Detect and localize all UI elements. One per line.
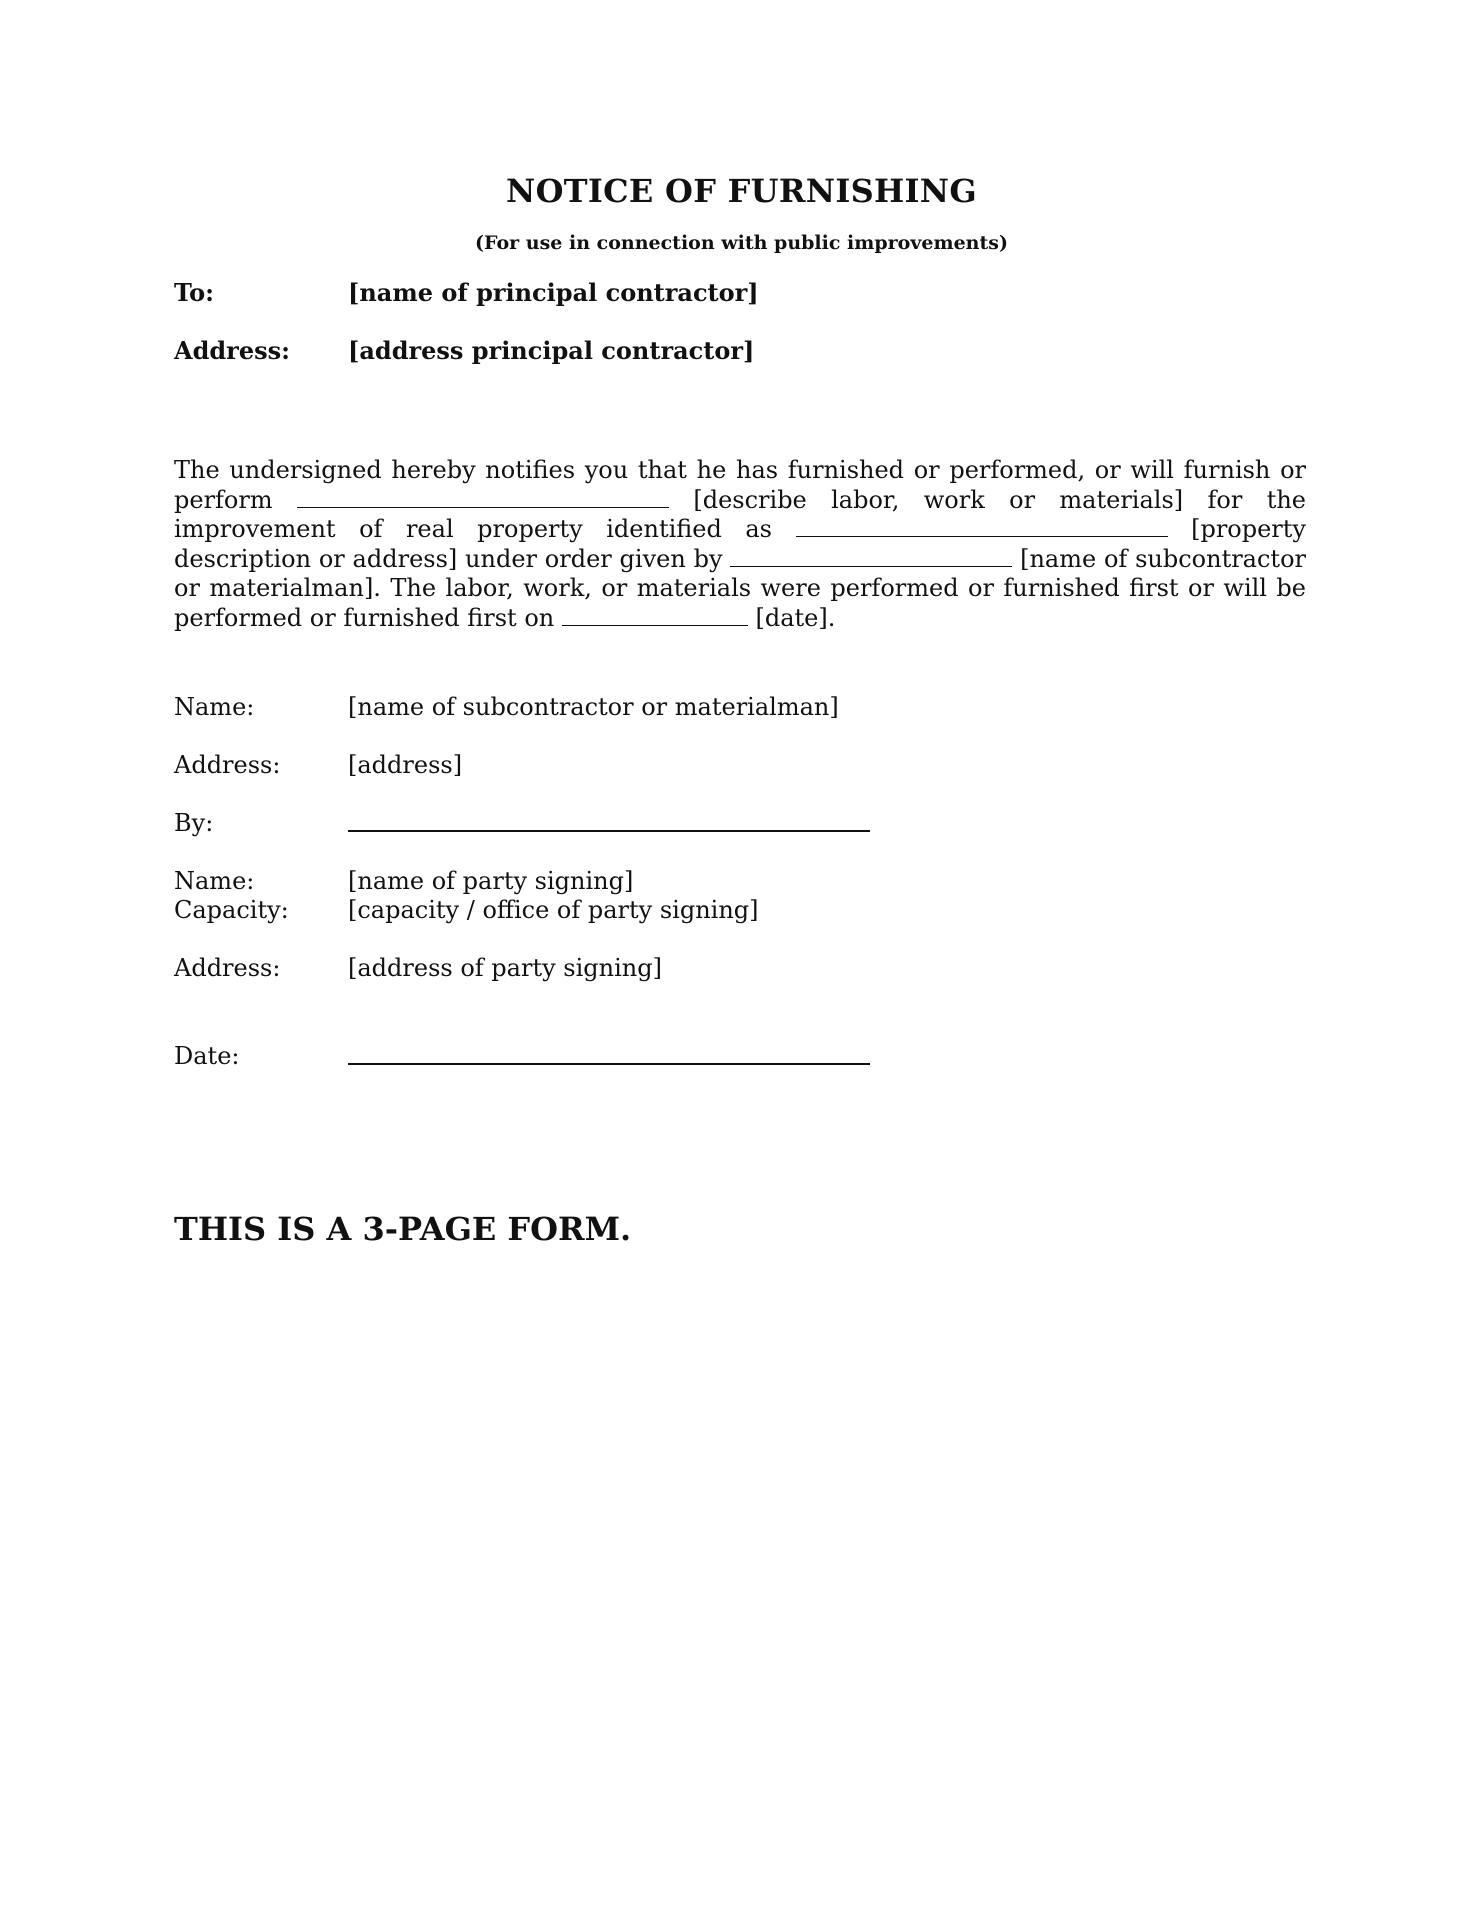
paragraph-text-3: [property description or address] under order given by [174,515,1306,573]
paragraph-text-2: [describe labor, work or materials] for the improvement of real property identified as [174,485,1306,543]
first-date-blank [562,605,748,626]
sender-name-label: Name: [174,693,255,721]
signer-capacity-label: Capacity: [174,896,289,924]
paragraph-text-5: [date]. [747,603,836,632]
by-label: By: [174,809,214,837]
paragraph-text-4: [name of subcontractor or materialman]. The labor, work, or materials were performed or furnished first or will be performed or furnished first on [174,544,1306,632]
property-blank [796,516,1168,537]
date-label: Date: [174,1042,240,1070]
recipient-address-value: [address principal contractor] [348,336,755,365]
sender-address-value: [address] [348,751,463,779]
by-signature-line [348,830,870,832]
recipient-address-label: Address: [174,336,290,365]
to-value: [name of principal contractor] [348,278,759,307]
to-label: To: [174,278,214,307]
document-title: NOTICE OF FURNISHING [506,172,977,210]
sender-address-label: Address: [174,751,281,779]
signer-name-value: [name of party signing] [348,867,634,895]
signer-capacity-value: [capacity / office of party signing] [348,896,759,924]
ordered-by-blank [730,546,1012,567]
signer-address-label: Address: [174,954,281,982]
page-count-note: THIS IS A 3-PAGE FORM. [174,1210,632,1248]
document-subtitle: (For use in connection with public improvements) [475,232,1008,254]
notice-paragraph [174,456,1306,633]
signer-name-label: Name: [174,867,255,895]
labor-description-blank [297,487,669,508]
sender-name-value: [name of subcontractor or materialman] [348,693,839,721]
paragraph-text-1: The undersigned hereby notifies you that he has furnished or performed, or will furnish or perform [174,456,1306,514]
date-signature-line [348,1063,870,1065]
signer-address-value: [address of party signing] [348,954,662,982]
